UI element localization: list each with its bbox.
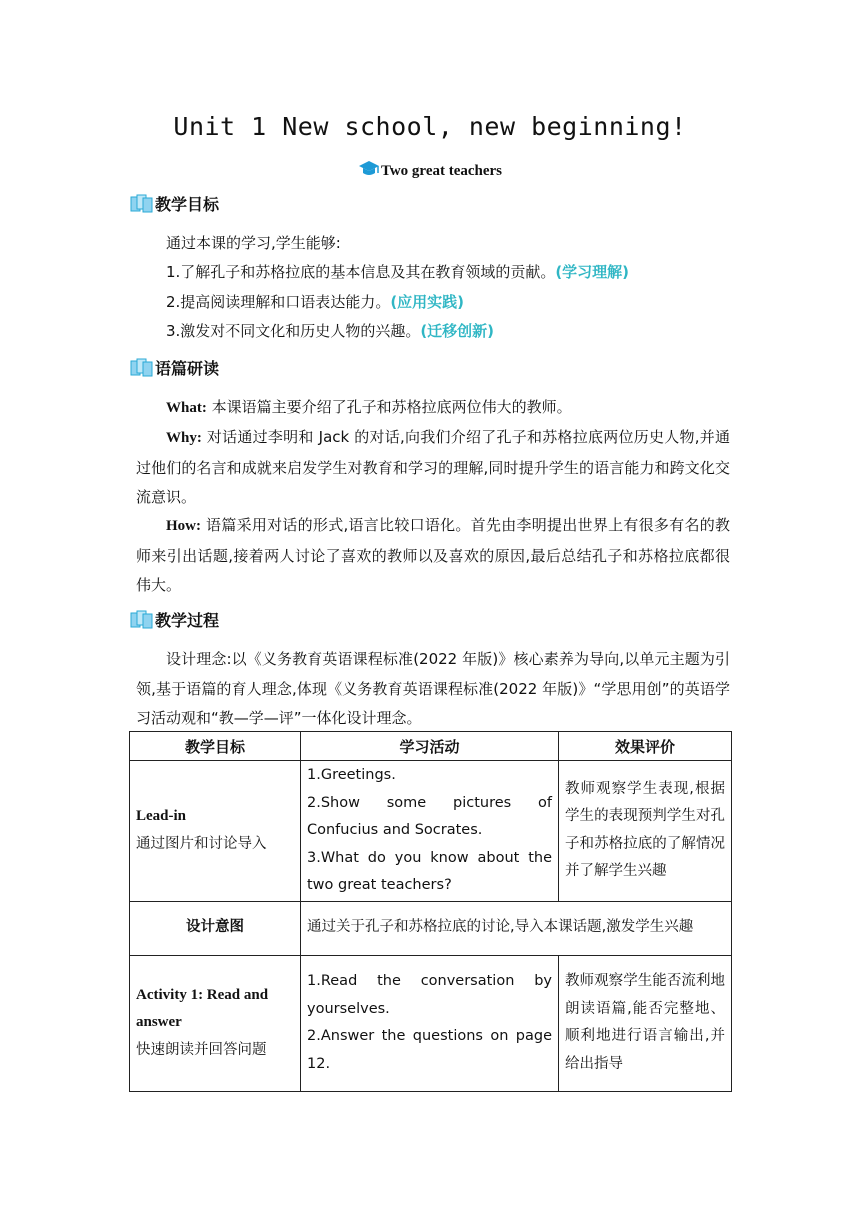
book-stack-icon bbox=[130, 194, 153, 214]
table-header: 教学目标 bbox=[130, 732, 301, 761]
design-concept: 设计理念:以《义务教育英语课程标准(2022 年版)》核心素养为导向,以单元主题为引领,基于语篇的育人理念,体现《义务教育英语课程标准(2022 年版)》“学思用创”的英语学习活动观和“教—学—评”一体化设计理念。 bbox=[136, 650, 730, 727]
evaluation-cell: 教师观察学生能否流利地朗读语篇,能否完整地、顺利地进行语言输出,并给出指导 bbox=[559, 955, 732, 1091]
section-heading-analysis bbox=[130, 356, 219, 379]
intent-label-cell: 设计意图 bbox=[130, 901, 301, 955]
section-title: 教学目标 bbox=[155, 195, 220, 214]
book-stack-icon bbox=[130, 358, 153, 378]
book-stack-icon bbox=[130, 610, 153, 630]
activity-cell: 1.Read the conversation by yourselves. 2.Answer the questions on page 12. bbox=[301, 955, 559, 1091]
section-title: 教学过程 bbox=[155, 611, 220, 630]
table-header: 学习活动 bbox=[301, 732, 559, 761]
lesson-subtitle bbox=[0, 160, 860, 183]
table-row bbox=[130, 761, 732, 902]
table-header: 效果评价 bbox=[559, 732, 732, 761]
table-header-row bbox=[130, 732, 732, 761]
analysis-what: What: 本课语篇主要介绍了孔子和苏格拉底两位伟大的教师。 bbox=[166, 398, 572, 416]
section-title: 语篇研读 bbox=[155, 359, 220, 378]
goal-item-1: 1.了解孔子和苏格拉底的基本信息及其在教育领域的贡献。(学习理解) bbox=[166, 263, 630, 281]
intent-text-cell: 通过关于孔子和苏格拉底的讨论,导入本课话题,激发学生兴趣 bbox=[301, 901, 732, 955]
graduation-cap-icon bbox=[358, 160, 380, 183]
goal-item-2: 2.提高阅读理解和口语表达能力。(应用实践) bbox=[166, 293, 465, 311]
evaluation-cell: 教师观察学生表现,根据学生的表现预判学生对孔子和苏格拉底的了解情况并了解学生兴趣 bbox=[559, 761, 732, 902]
subtitle-text: Two great teachers bbox=[380, 163, 503, 179]
goal-item-3: 3.激发对不同文化和历史人物的兴趣。(迁移创新) bbox=[166, 322, 495, 340]
section-heading-goals bbox=[130, 192, 219, 215]
table-row bbox=[130, 955, 732, 1091]
goal-tag: (迁移创新) bbox=[420, 322, 495, 340]
page-title: Unit 1 New school, new beginning! bbox=[173, 112, 687, 141]
activity-cell: 1.Greetings. 2.Show some pictures of Confucius and Socrates. 3.What do you know about the two great teachers? bbox=[301, 761, 559, 902]
section-heading-process bbox=[130, 608, 219, 631]
goal-cell: Activity 1: Read and answer 快速朗读并回答问题 bbox=[130, 955, 301, 1091]
goals-intro: 通过本课的学习,学生能够: bbox=[166, 234, 341, 252]
goal-tag: (应用实践) bbox=[390, 293, 465, 311]
table-row bbox=[130, 901, 732, 955]
goal-cell: Lead-in 通过图片和讨论导入 bbox=[130, 761, 301, 902]
goal-tag: (学习理解) bbox=[555, 263, 630, 281]
lesson-table bbox=[129, 731, 732, 1092]
analysis-why: Why: 对话通过李明和 Jack 的对话,向我们介绍了孔子和苏格拉底两位历史人物,并通过他们的名言和成就来启发学生对教育和学习的理解,同时提升学生的语言能力和跨文化交流意识。 bbox=[136, 428, 730, 506]
analysis-how: How: 语篇采用对话的形式,语言比较口语化。首先由李明提出世界上有很多有名的教师来引出话题,接着两人讨论了喜欢的教师以及喜欢的原因,最后总结孔子和苏格拉底都很伟大。 bbox=[136, 516, 730, 594]
